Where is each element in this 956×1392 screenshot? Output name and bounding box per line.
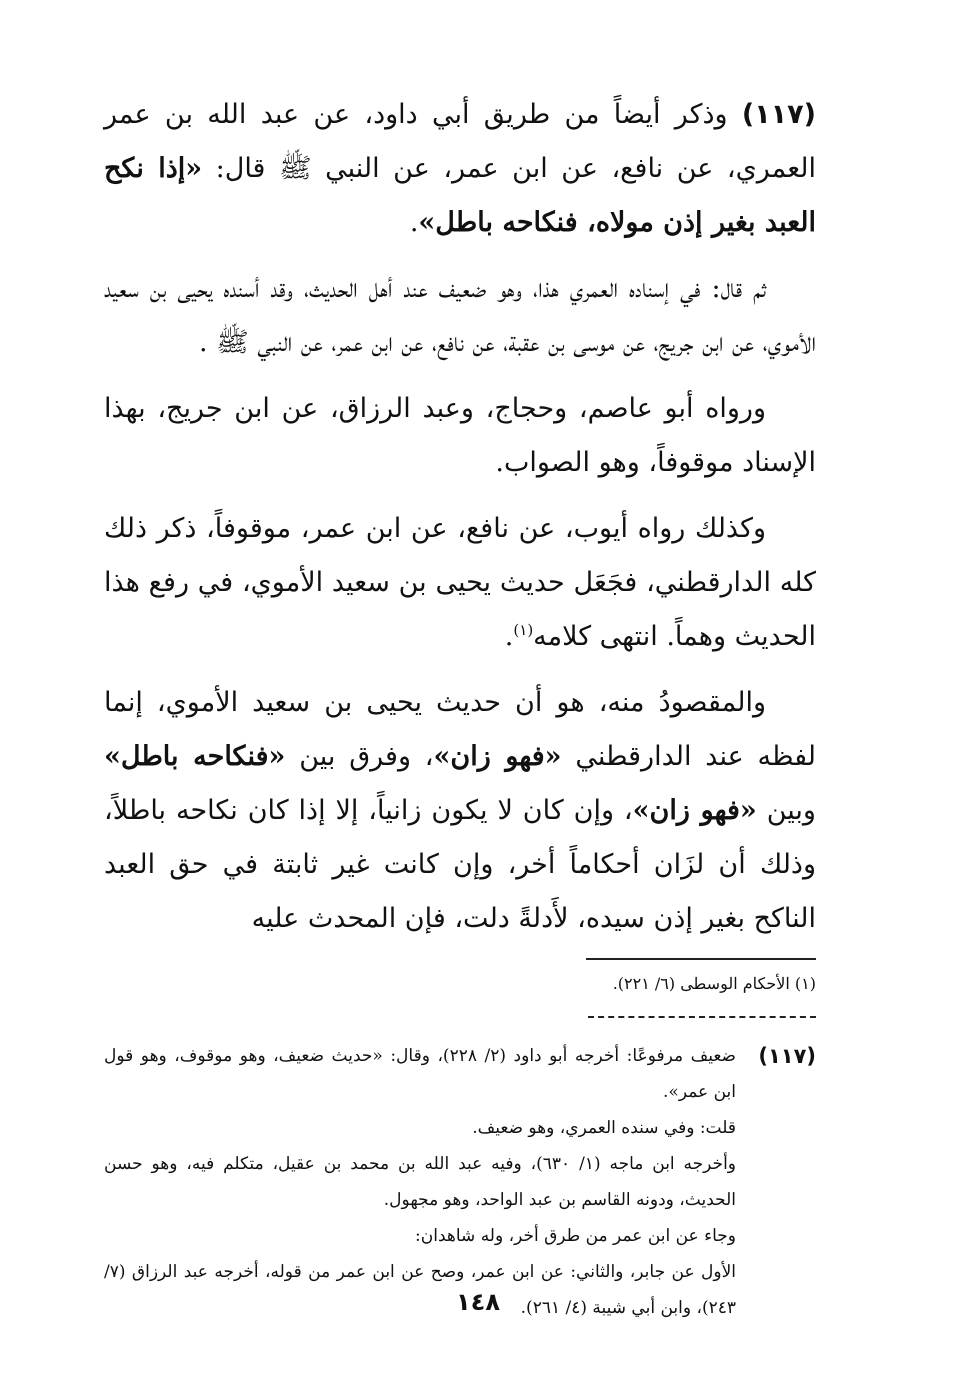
footnote-rule [586,958,816,960]
p5-bold-1: «فهو زان» [433,741,562,772]
page-number: ١٤٨ [456,1288,500,1316]
p4-end: . [504,621,514,652]
paragraph-4 [104,502,816,664]
paragraph-117 [104,88,816,250]
note-label: (١١٧) [758,1044,816,1068]
p1-text-b: . [409,207,419,238]
footnote-1: (١) الأحكام الوسطى (٦/ ٢٢١). [612,974,816,993]
p5-text-a: والمقصودُ منه، هو أن حديث يحيى بن سعيد الأموي، إنما لفظه عند الدارقطني [104,687,817,772]
note-line-3: وأخرجه ابن ماجه (١/ ٦٣٠)، وفيه عبد الله بن محمد بن عقيل، متكلم فيه، وهو حسن الحديث، ودونه القاسم بن عبد الواحد، وهو مجهول. [104,1154,736,1210]
p5-bold-2: «فنكاحه باطل» [104,741,286,772]
p5-bold-3: «فهو زان» [632,795,757,826]
paragraph-2: ثم قال: في إسناده العمري هذا، وهو ضعيف عند أهل الحديث، وقد أسنده يحيى بن سعيد الأموي، عن ابن جريج، عن موسى بن عقبة، عن نافع، عن ابن عمر، عن النبي ﷺ . [104,273,816,358]
paragraph-5 [104,676,816,946]
dashed-divider [588,1016,816,1018]
paragraph-3: ورواه أبو عاصم، وحجاج، وعبد الرزاق، عن ابن جريج، بهذا الإسناد موقوفاً، وهو الصواب. [104,393,816,478]
takhrij-notes [104,1038,816,1326]
note-line-2: قلت: وفي سنده العمري، وهو ضعيف. [472,1118,736,1138]
note-line-5: الأول عن جابر، والثاني: عن ابن عمر، وصح عن ابن عمر من قوله، أخرجه عبد الرزاق (٧/ ٢٤٣)، وابن أبي شيبة (٤/ ٢٦١). [104,1262,736,1318]
hadith-number: (١١٧) [741,99,816,130]
p5-text-b: ، وفرق بين [285,741,434,772]
main-text [104,88,816,946]
note-row [104,1038,816,1110]
p1-text-a: وذكر أيضاً من طريق أبي داود، عن عبد الله بن عمر العمري، عن نافع، عن ابن عمر، عن النبي ﷺ قال: [104,99,816,184]
p1-bold-quote: «إذا نكح العبد بغير إذن مولاه، فنكاحه باطل» [104,153,816,238]
p5-text-d: ، وإن كان لا يكون زانياً، إلا إذا كان نكاحه باطلاً، وذلك أن لزَان أحكاماً أخر، وإن كانت غير ثابتة في حق العبد الناكح بغير إذن سيده، لأَدلةً دلت، فإن المحدث عليه [104,795,816,934]
note-line-4: وجاء عن ابن عمر من طرق أخر، وله شاهدان: [415,1226,736,1246]
note-line-1: ضعيف مرفوعًا: أخرجه أبو داود (٢/ ٢٢٨)، وقال: «حديث ضعيف، وهو موقوف، وهو قول ابن عمر». [104,1046,736,1102]
footnote-ref[interactable]: (١) [513,621,534,639]
p5-text-c: وبين [756,795,816,826]
p4-text: وكذلك رواه أيوب، عن نافع، عن ابن عمر، موقوفاً، ذكر ذلك كله الدارقطني، فجَعَل حديث يحيى بن سعيد الأموي، في رفع هذا الحديث وهماً. انتهى كلامه [104,513,816,652]
